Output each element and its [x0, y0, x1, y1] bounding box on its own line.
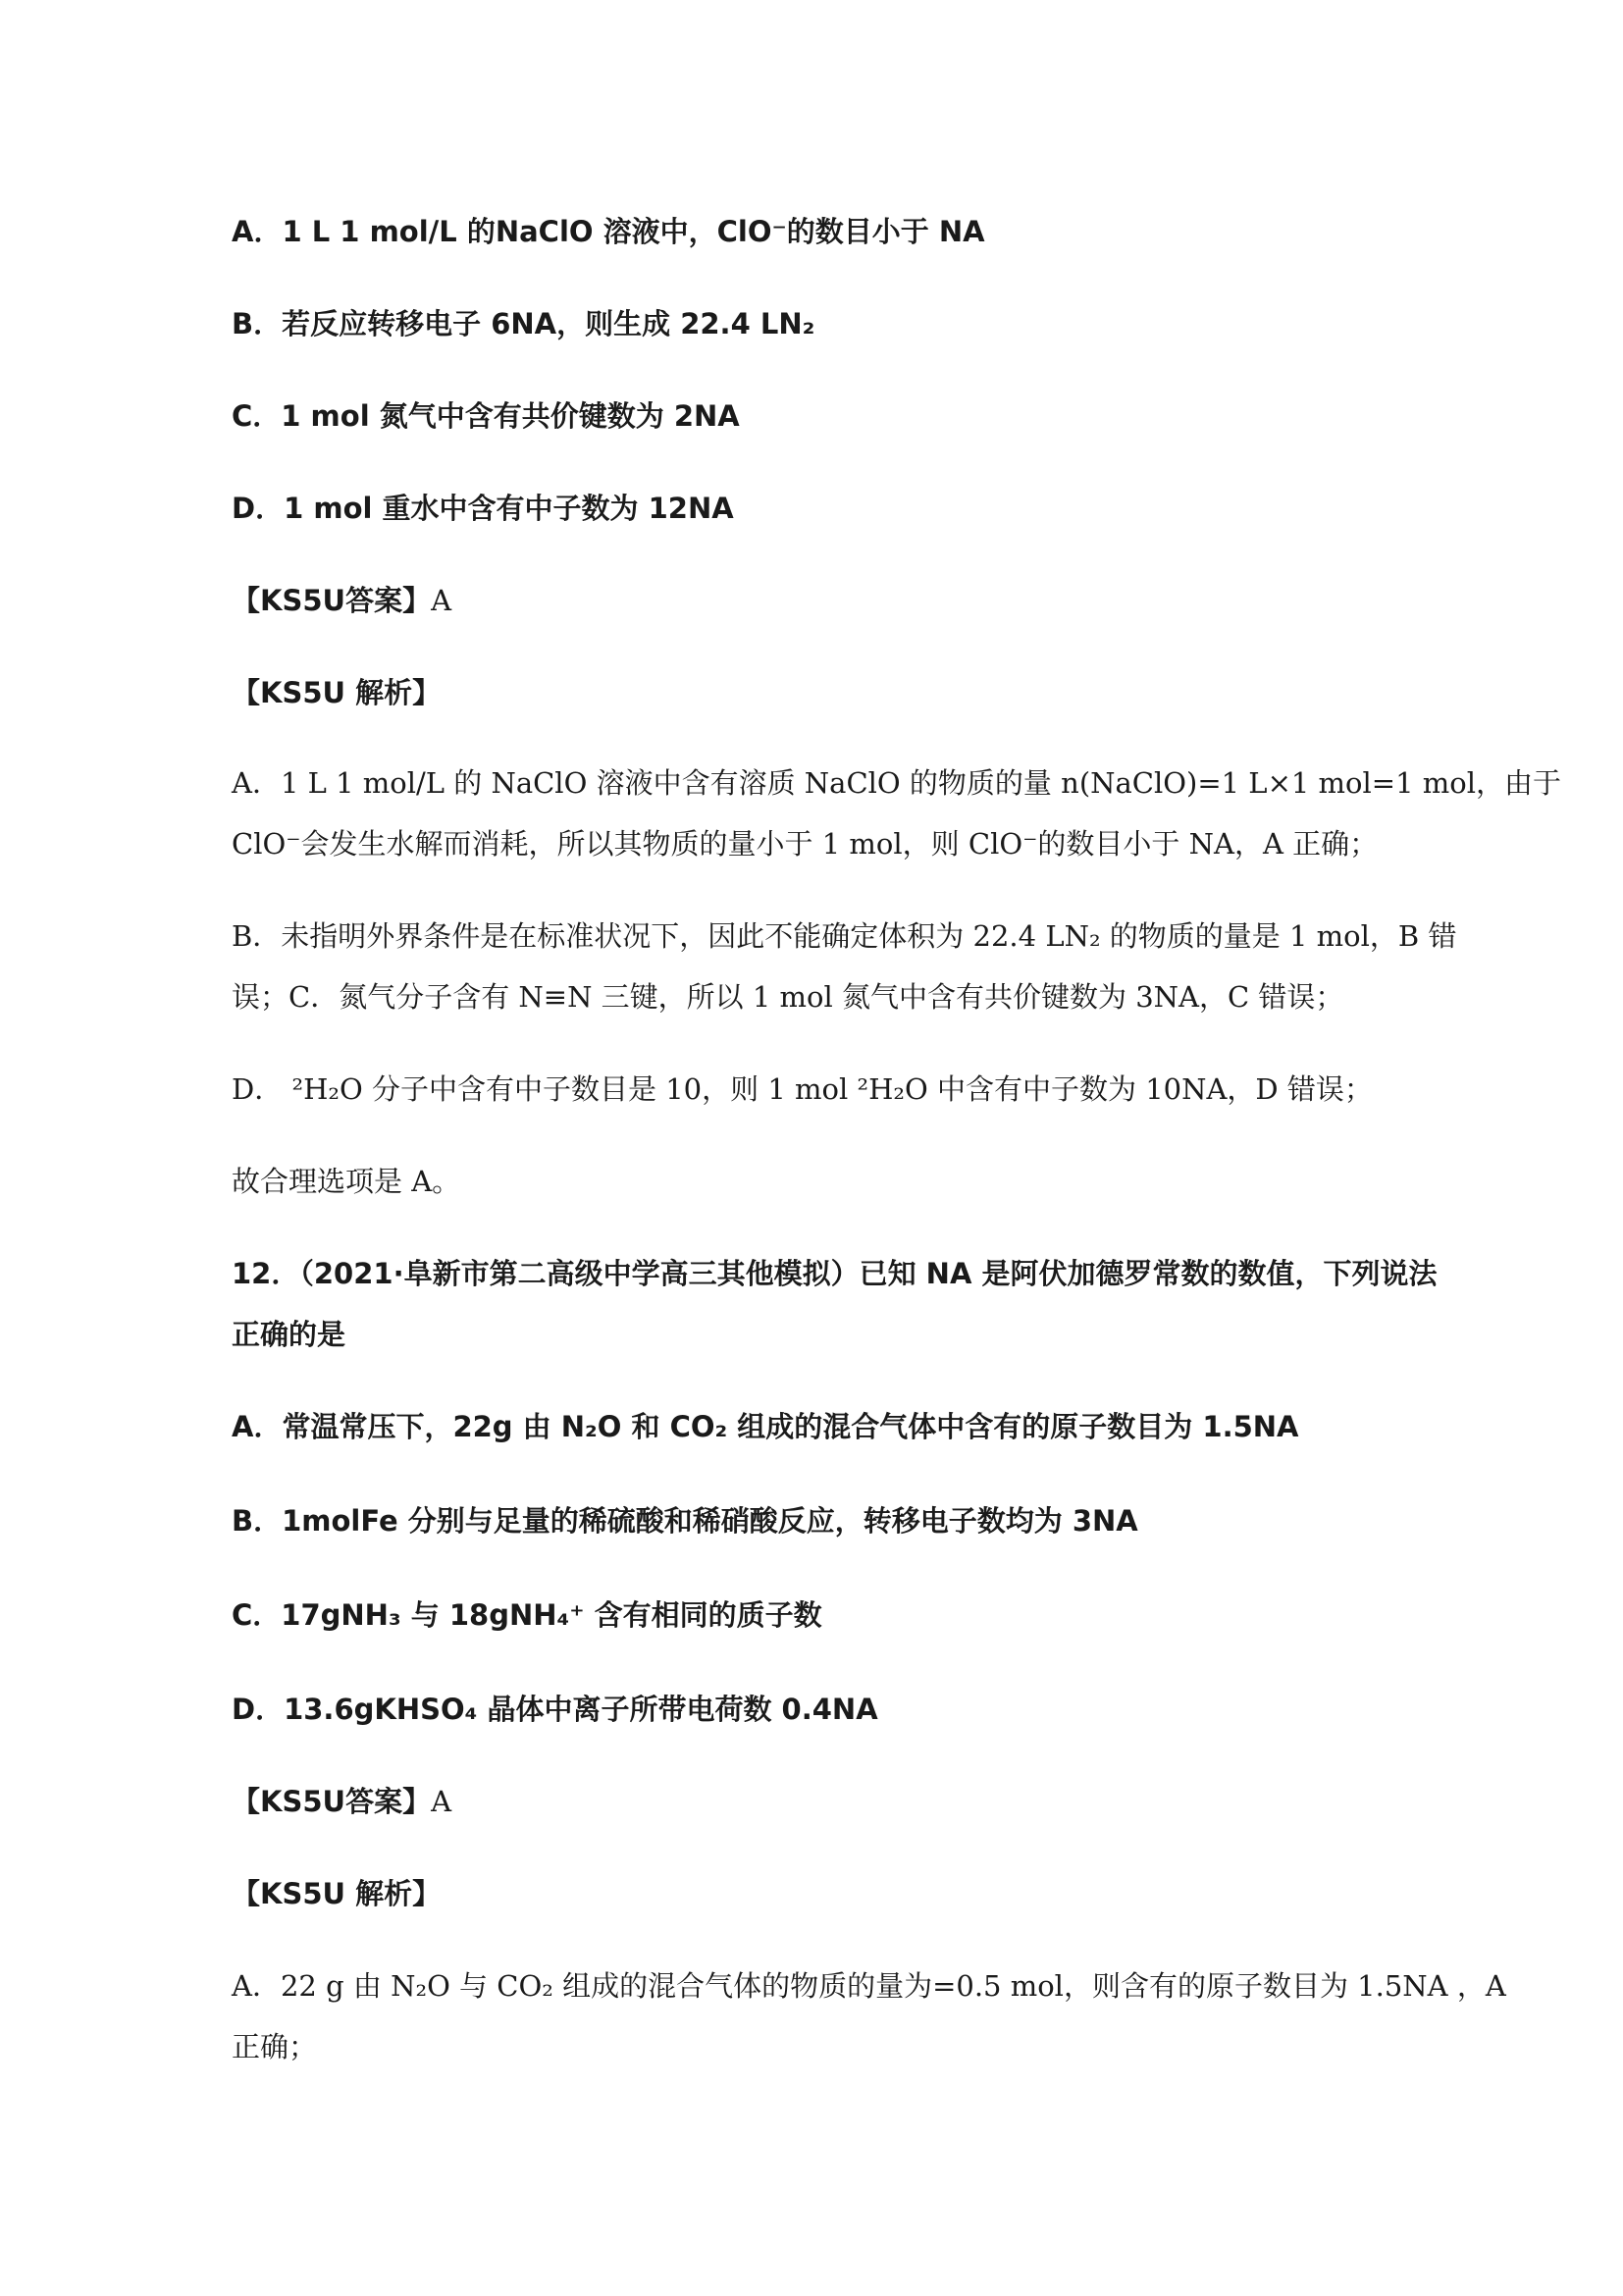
- q12-option-d: D．13.6gKHSO₄ 晶体中离子所带电荷数 0.4NA: [232, 1693, 878, 1726]
- q11-answer: [232, 581, 1409, 620]
- q12-option-a: A．常温常压下，22g 由 N₂O 和 CO₂ 组成的混合气体中含有的原子数目为 1.5NA: [232, 1410, 1299, 1443]
- q12-stem-line2: 正确的是: [232, 1318, 346, 1351]
- q12-stem-line1: 12．（2021·阜新市第二高级中学高三其他模拟）已知 NA 是阿伏加德罗常数的数值，下列说法: [232, 1257, 1438, 1290]
- q11-answer-value: A: [431, 584, 452, 617]
- q12-analysis-label: 【KS5U 解析】: [232, 1877, 442, 1910]
- q12-analysis-a-line2: 正确；: [232, 2030, 318, 2063]
- q12-answer-value: A: [431, 1785, 452, 1818]
- q11-conclusion: 故合理选项是 A。: [232, 1165, 461, 1198]
- q11-option-c: C．1 mol 氮气中含有共价键数为 2NA: [232, 399, 740, 433]
- q11-analysis-b-line1: B．未指明外界条件是在标准状况下，因此不能确定体积为 22.4 LN₂ 的物质的量是 1 mol，B 错: [232, 919, 1457, 953]
- q12-option-c: C．17gNH₃ 与 18gNH₄⁺ 含有相同的质子数: [232, 1598, 822, 1632]
- q12-answer: [232, 1782, 1409, 1821]
- q11-analysis-a-line2: ClO⁻会发生水解而消耗，所以其物质的量小于 1 mol，则 ClO⁻的数目小于 NA，A 正确；: [232, 827, 1379, 861]
- q11-analysis-label: 【KS5U 解析】: [232, 676, 442, 709]
- q11-option-d: D．1 mol 重水中含有中子数为 12NA: [232, 492, 734, 525]
- q11-option-a: A．1 L 1 mol/L 的NaClO 溶液中，ClO⁻的数目小于 NA: [232, 215, 985, 248]
- q11-option-b: B．若反应转移电子 6NA，则生成 22.4 LN₂: [232, 307, 815, 340]
- q11-analysis-a-line1: A．1 L 1 mol/L 的 NaClO 溶液中含有溶质 NaClO 的物质的量 n(NaClO)=1 L×1 mol=1 mol，由于: [232, 766, 1561, 800]
- q11-answer-label: 【KS5U答案】: [232, 584, 432, 617]
- q11-analysis-b-line2: 误；C．氮气分子含有 N≡N 三键，所以 1 mol 氮气中含有共价键数为 3NA，C 错误；: [232, 980, 1344, 1014]
- q12-answer-label: 【KS5U答案】: [232, 1785, 432, 1818]
- q11-analysis-d-line: D． ²H₂O 分子中含有中子数目是 10，则 1 mol ²H₂O 中含有中子数为 10NA，D 错误；: [232, 1072, 1373, 1106]
- q12-analysis-a-line1: A．22 g 由 N₂O 与 CO₂ 组成的混合气体的物质的量为=0.5 mol，则含有的原子数目为 1.5NA ，A: [232, 1969, 1506, 2003]
- q12-option-b: B．1molFe 分别与足量的稀硫酸和稀硝酸反应，转移电子数均为 3NA: [232, 1504, 1138, 1538]
